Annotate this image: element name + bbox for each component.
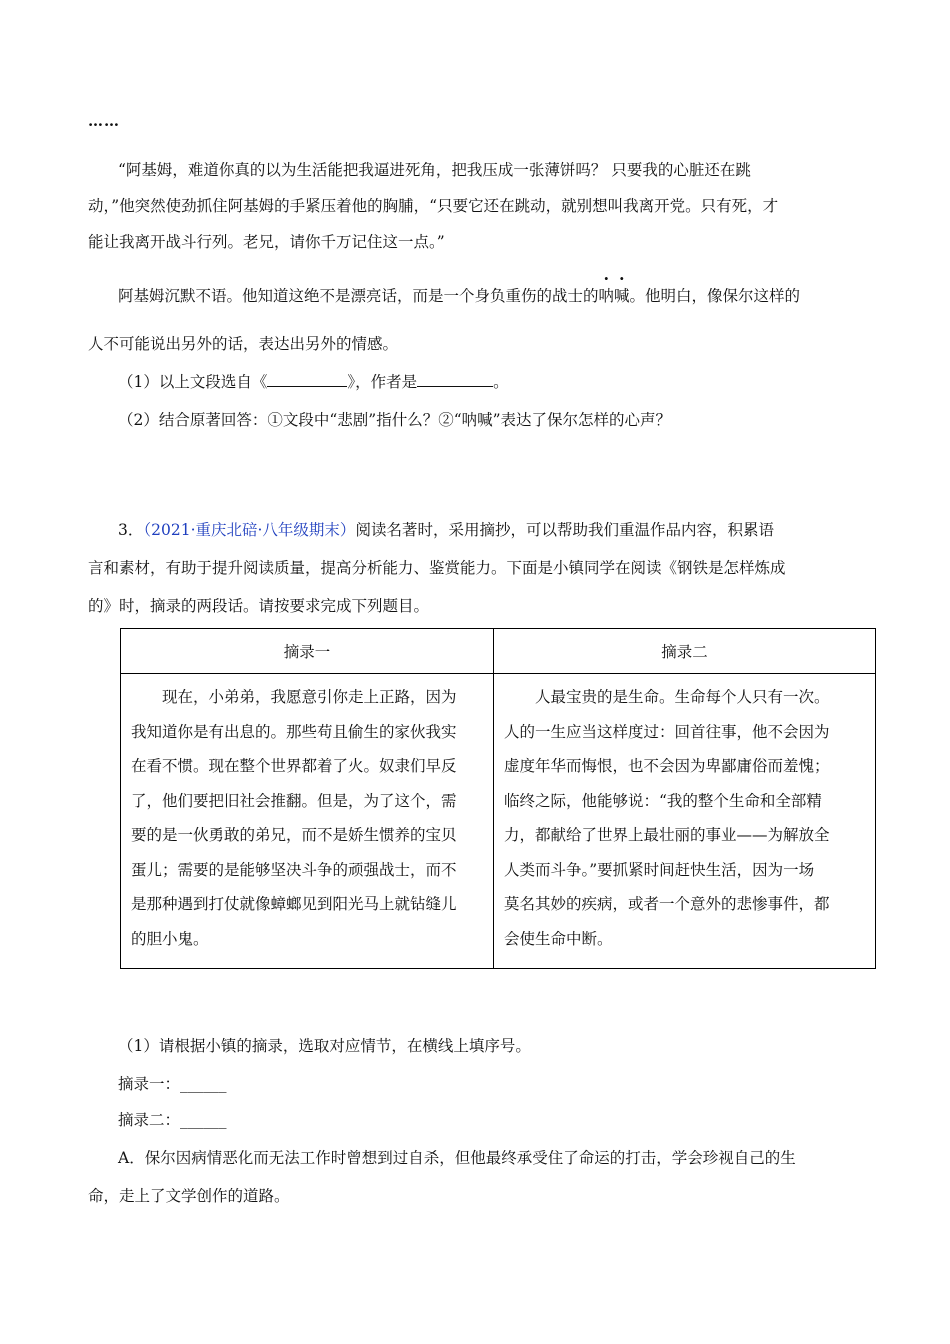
excerpt-one-line: 蛋儿；需要的是能够坚决斗争的顽强战士，而不 <box>131 860 457 879</box>
passage-line-4 <box>118 286 800 306</box>
excerpt-one-line: 是那种遇到打仗就像蟑螂见到阳光马上就钻缝儿 <box>131 895 457 913</box>
excerpt-one-cell <box>121 674 494 969</box>
passage-line-1: “阿基姆，难道你真的以为生活能把我逼进死角，把我压成一张薄饼吗？ 只要我的心脏还在跳 <box>118 161 751 179</box>
excerpt-header-2: 摘录二 <box>494 629 876 674</box>
sub1-middle: 》，作者是 <box>347 373 418 391</box>
question-3-sub-1: （1）请根据小镇的摘录，选取对应情节，在横线上填序号。 <box>118 1037 531 1055</box>
excerpt-two-line: 虚度年华而悔恨，也不会因为卑鄙庸俗而羞愧； <box>504 757 830 775</box>
passage-line-4-text: 阿基姆沉默不语。他知道这绝不是漂亮话，而是一个身负重伤的战士的 <box>118 287 599 305</box>
question-3-intro-line-1 <box>118 520 774 540</box>
question-3-intro-line-3: 的》时，摘录的两段话。请按要求完成下列题目。 <box>88 597 430 615</box>
emphasis-char: 喊 <box>614 287 630 305</box>
excerpt-table-body-row <box>121 674 876 969</box>
answer-2-blank[interactable]: ______ <box>180 1111 227 1129</box>
book-title-blank[interactable] <box>267 372 347 387</box>
answer-line-2 <box>118 1110 227 1130</box>
ellipsis: …… <box>88 112 120 130</box>
emphasis-char: 呐 <box>598 287 615 305</box>
excerpt-one-line: 我知道你是有出息的。那些苟且偷生的家伙我实 <box>131 722 457 741</box>
excerpt-two-line: 人的一生应当这样度过：回首往事，他不会因为 <box>504 722 830 741</box>
excerpt-one-line: 在看不惯。现在整个世界都着了火。奴隶们早反 <box>131 757 457 775</box>
sub1-suffix: 。 <box>493 373 509 391</box>
passage-line-5: 人不可能说出另外的话，表达出另外的情感。 <box>88 335 399 353</box>
excerpt-two-line: 会使生命中断。 <box>504 929 613 948</box>
answer-1-blank[interactable]: ______ <box>180 1075 227 1093</box>
option-a-line-1: A．保尔因病情恶化而无法工作时曾想到过自杀，但他最终承受住了命运的打击，学会珍视自己的生 <box>118 1149 796 1167</box>
excerpt-two-line: 临终之际，他能够说：“我的整个生命和全部精 <box>504 791 822 810</box>
excerpt-one-line: 现在，小弟弟，我愿意引你走上正路，因为 <box>131 688 457 706</box>
question-3-intro-line-2: 言和素材，有助于提升阅读质量，提高分析能力、鉴赏能力。下面是小镇同学在阅读《钢铁是怎样炼成 <box>88 559 786 577</box>
excerpt-two-line: 人类而斗争。”要抓紧时间赶快生活，因为一场 <box>504 860 815 879</box>
excerpt-one-line: 了，他们要把旧社会推翻。但是，为了这个，需 <box>131 791 457 810</box>
passage-line-4-end: 。他明白，像保尔这样的 <box>629 287 801 305</box>
excerpt-two-line: 人最宝贵的是生命。生命每个人只有一次。 <box>504 688 830 706</box>
question-source-tag: （2021·重庆北碚·八年级期末） <box>143 521 356 539</box>
excerpt-table <box>120 628 876 969</box>
excerpt-one-line: 要的是一伙勇敢的弟兄，而不是娇生惯养的宝贝 <box>131 826 457 844</box>
passage-line-3: 能让我离开战斗行列。老兄，请你千万记住这一点。” <box>88 233 445 251</box>
excerpt-two-line: 力，都献给了世界上最壮丽的事业——为解放全 <box>504 826 830 844</box>
excerpt-two-line: 莫名其妙的疾病，或者一个意外的悲惨事件，都 <box>504 895 830 913</box>
author-blank[interactable] <box>417 372 493 387</box>
passage-line-2: 动，”他突然使劲抓住阿基姆的手紧压着他的胸脯，“只要它还在跳动，就别想叫我离开党。只有死，才 <box>88 197 779 215</box>
option-a-line-2: 命，走上了文学创作的道路。 <box>88 1187 290 1205</box>
answer-2-label: 摘录二： <box>118 1111 181 1129</box>
answer-1-label: 摘录一： <box>118 1075 181 1093</box>
answer-line-1 <box>118 1074 227 1094</box>
question-2-sub-1 <box>118 372 509 392</box>
question-number: 3． <box>118 521 144 539</box>
question-intro-text: 阅读名著时，采用摘抄，可以帮助我们重温作品内容，积累语 <box>355 521 774 539</box>
sub1-prefix: （1）以上文段选自《 <box>118 373 268 391</box>
question-2-sub-2: （2）结合原著回答：①文段中“悲剧”指什么？②“呐喊”表达了保尔怎样的心声？ <box>118 411 672 429</box>
excerpt-header-1: 摘录一 <box>121 629 494 674</box>
excerpt-one-line: 的胆小鬼。 <box>131 929 209 948</box>
excerpt-table-header-row <box>121 629 876 674</box>
excerpt-two-cell <box>494 674 876 969</box>
